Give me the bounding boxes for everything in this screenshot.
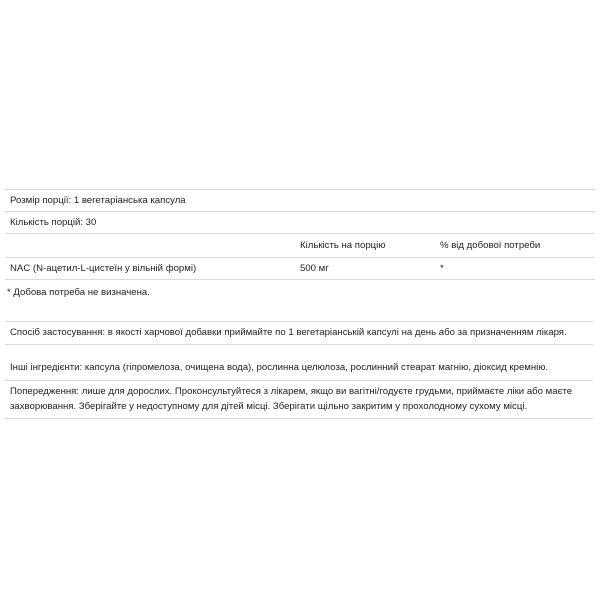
warnings-paragraph: Попередження: лише для дорослих. Проконсультуйтеся з лікарем, якщо ви вагітні/годуєте грудьми, приймаєте ліки або маєте захворювання. Зберігайте у недоступному для дітей місці. Зберігати щільно закритим у прохолодному сухому місці. (5, 384, 593, 419)
daily-value-header: % від добової потреби (440, 240, 541, 251)
amount-per-serving-header: Кількість на порцію (300, 240, 386, 251)
supplement-facts-table (5, 189, 595, 280)
ingredient-daily-value: * (440, 263, 444, 274)
serving-size-text: Розмір порції: 1 вегетаріанська капсула (10, 195, 186, 206)
serving-size-row (5, 190, 595, 212)
table-header-row (5, 234, 595, 258)
usage-paragraph: Спосіб застосування: в якості харчової добавки приймайте по 1 вегетаріанській капсулі на день або за призначенням лікаря. (5, 325, 593, 345)
ingredient-row (5, 258, 595, 280)
divider (5, 321, 593, 322)
other-ingredients-paragraph: Інші інгредієнти: капсула (гіпромелоза, очищена вода), рослинна целюлоза, рослинний стеарат магнію, діоксид кремнію. (5, 360, 593, 381)
servings-per-container-text: Кількість порцій: 30 (10, 217, 97, 228)
ingredient-amount: 500 мг (300, 263, 329, 274)
daily-value-footnote: * Добова потреба не визначена. (7, 287, 150, 298)
servings-per-container-row (5, 212, 595, 234)
ingredient-name: NAC (N-ацетил-L-цистеїн у вільній формі) (10, 263, 197, 274)
